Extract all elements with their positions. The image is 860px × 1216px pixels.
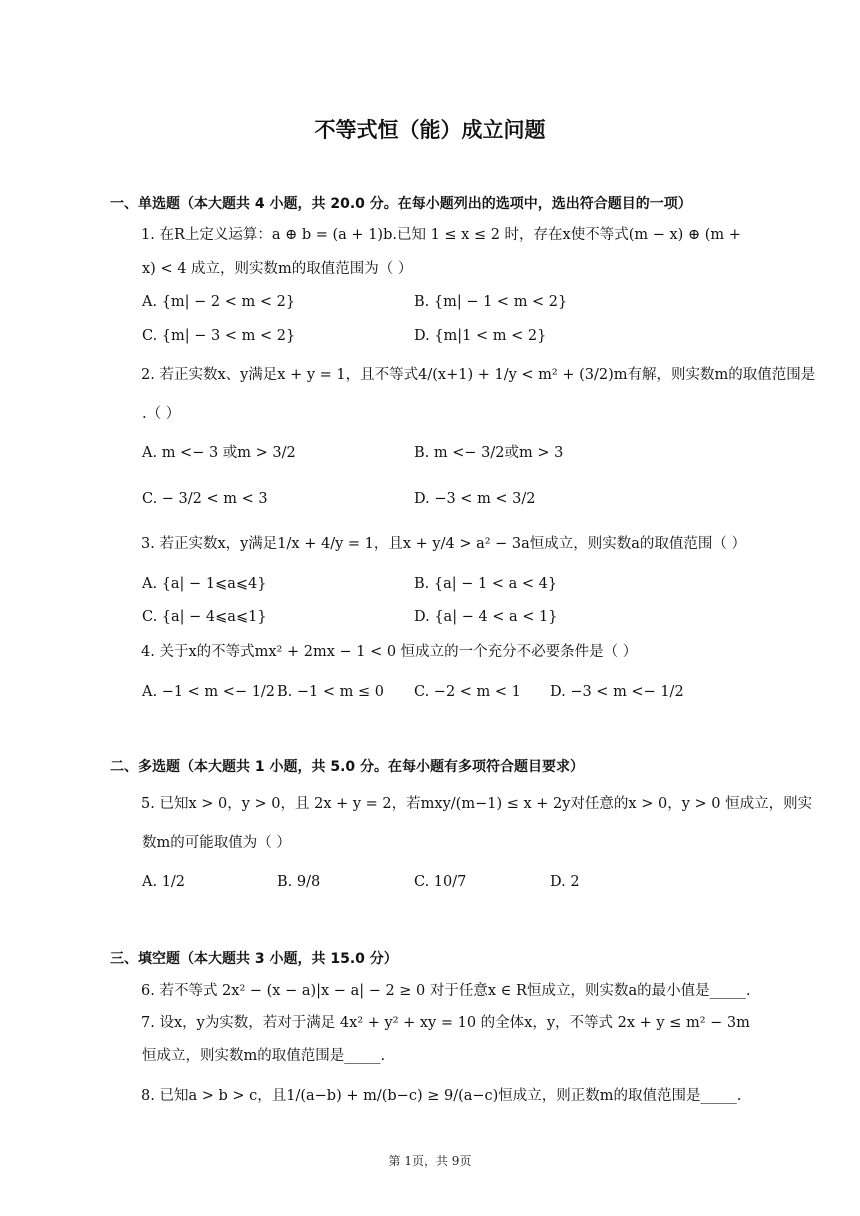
question-4-line-1: 4. 关于x的不等式mx² + 2mx − 1 < 0 恒成立的一个充分不必要条件是（ ） [141,644,638,660]
question-3-line-1: 3. 若正实数x，y满足1/x + 4/y = 1，且x + y/4 > a² − 3a恒成立，则实数a的取值范围（ ） [141,536,747,552]
option-3b: B. {a| − 1 < a < 4} [414,576,558,592]
option-1b: B. {m| − 1 < m < 2} [414,294,568,310]
question-1-line-1: 1. 在R上定义运算：a ⊕ b = (a + 1)b.已知 1 ≤ x ≤ 2 时，存在x使不等式(m − x) ⊕ (m + [141,227,741,243]
option-4c: C. −2 < m < 1 [414,684,521,700]
section-heading-fill-in: 三、填空题（本大题共 3 小题，共 15.0 分） [110,951,398,967]
question-6-line-1: 6. 若不等式 2x² − (x − a)|x − a| − 2 ≥ 0 对于任意x ∈ R恒成立，则实数a的最小值是_____. [141,983,751,999]
option-4b: B. −1 < m ≤ 0 [277,684,384,700]
question-5-line-1: 5. 已知x > 0，y > 0，且 2x + y = 2，若mxy/(m−1) ≤ x + 2y对任意的x > 0，y > 0 恒成立，则实 [141,796,813,812]
question-8-line-1: 8. 已知a > b > c，且1/(a−b) + m/(b−c) ≥ 9/(a−c)恒成立，则正数m的取值范围是_____. [141,1088,742,1104]
option-2b: B. m <− 3/2或m > 3 [414,445,564,461]
question-7-line-2: 恒成立，则实数m的取值范围是_____. [142,1048,386,1064]
option-5d: D. 2 [550,874,580,890]
option-3d: D. {a| − 4 < a < 1} [414,609,558,625]
option-1d: D. {m|1 < m < 2} [414,328,547,344]
option-5c: C. 10/7 [414,874,467,890]
question-7-line-1: 7. 设x，y为实数，若对于满足 4x² + y² + xy = 10 的全体x，y，不等式 2x + y ≤ m² − 3m [141,1015,750,1031]
option-1c: C. {m| − 3 < m < 2} [142,328,296,344]
question-2-line-1: 2. 若正实数x、y满足x + y = 1，且不等式4/(x+1) + 1/y < m² + (3/2)m有解，则实数m的取值范围是 [141,367,816,383]
question-5-line-2: 数m的可能取值为（ ） [142,835,291,851]
section-heading-multiple-choice: 二、多选题（本大题共 1 小题，共 5.0 分。在每小题有多项符合题目要求） [110,759,585,775]
option-5a: A. 1/2 [142,874,186,890]
option-1a: A. {m| − 2 < m < 2} [142,294,296,310]
option-3a: A. {a| − 1⩽a⩽4} [142,576,267,592]
option-3c: C. {a| − 4⩽a⩽1} [142,609,267,625]
option-2c: C. − 3/2 < m < 3 [142,491,268,507]
option-4a: A. −1 < m <− 1/2 [142,684,276,700]
option-5b: B. 9/8 [277,874,321,890]
option-2d: D. −3 < m < 3/2 [414,491,536,507]
page-footer: 第 1页，共 9页 [388,1154,472,1168]
question-1-line-2: x) < 4 成立，则实数m的取值范围为（ ） [142,261,413,277]
question-2-line-2: .（ ） [142,406,181,422]
option-4d: D. −3 < m <− 1/2 [550,684,684,700]
option-2a: A. m <− 3 或m > 3/2 [142,445,296,461]
section-heading-single-choice: 一、单选题（本大题共 4 小题，共 20.0 分。在每小题列出的选项中，选出符合题目的一项） [110,196,692,212]
page-title: 不等式恒（能）成立问题 [314,118,546,142]
